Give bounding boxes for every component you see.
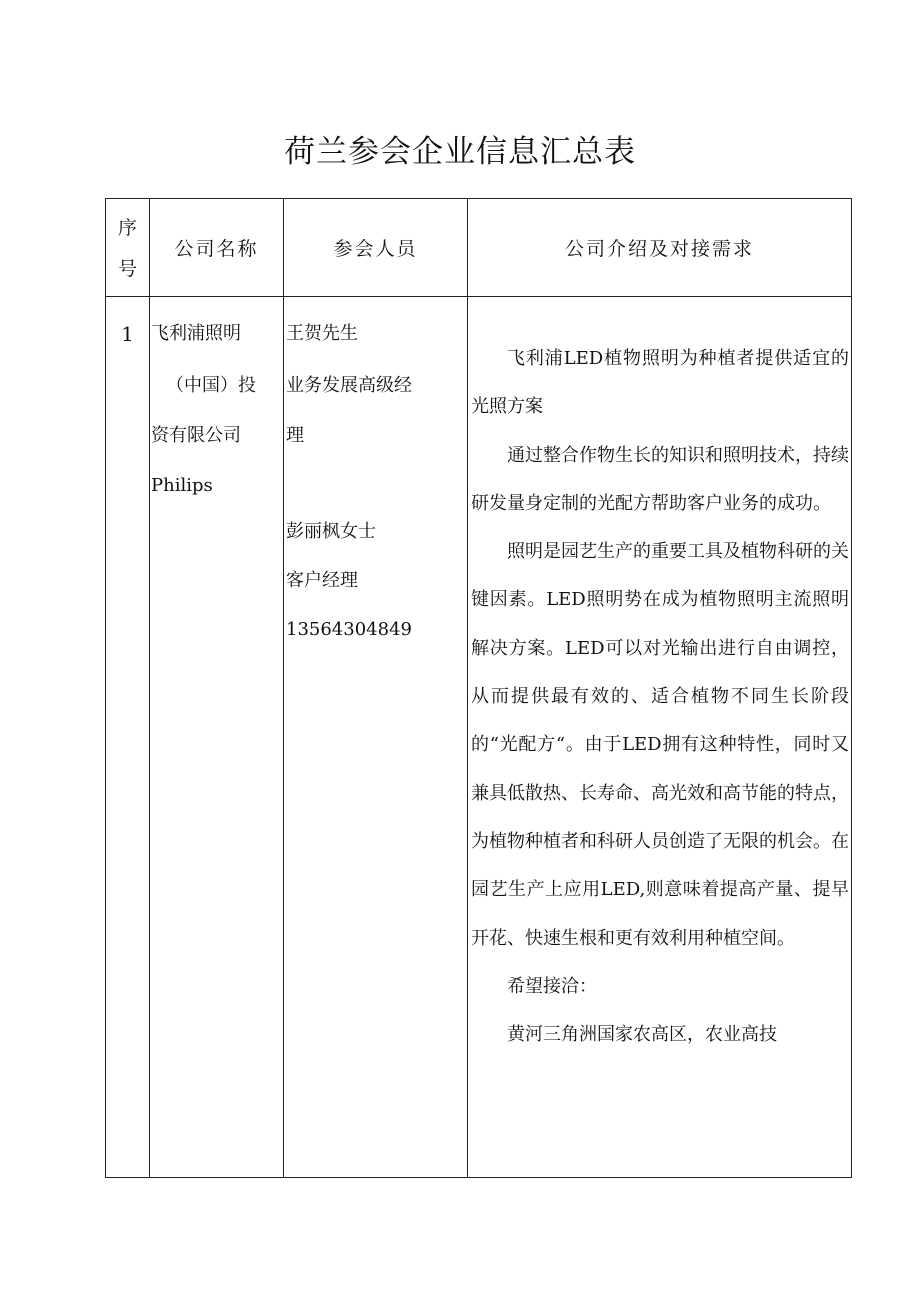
header-seq [106,198,149,296]
intro-paragraph: 照明是园艺生产的重要工具及植物科研的关键因素。LED照明势在成为植物照明主流照明解决方案。LED可以对光输出进行自由调控，从而提供最有效的、适合植物不同生长阶段的“光配方“。由于LED拥有这种特性，同时又兼具低散热、长寿命、高光效和高节能的特点，为植物种植者和科研人员创造了无限的机会。在园艺生产上应用LED,则意味着提高产量、提早开花、快速生根和更有效利用种植空间。 [471,541,849,949]
company-line: 资有限公司 [151,425,241,446]
company-line: 飞利浦照明 [151,323,241,344]
row-seq: 1 [121,322,134,346]
company-line: （中国）投 [166,375,256,396]
attendee-line: 客户经理 [286,570,358,591]
attendee-phone: 13564304849 [286,619,412,640]
intro-paragraph: 希望接洽： [507,975,597,997]
table-border-right [851,198,852,1178]
row-intro [471,335,849,1059]
intro-paragraph: 飞利浦LED植物照明为种植者提供适宜的光照方案 [471,348,849,418]
page-title: 荷兰参会企业信息汇总表 [284,134,636,170]
header-seq-line1: 序 [117,216,137,239]
header-company: 公司名称 [174,237,259,260]
header-seq-line2: 号 [117,258,137,281]
attendee-line: 彭丽枫女士 [286,521,376,542]
column-divider-2 [283,198,284,1178]
intro-paragraph: 通过整合作物生长的知识和照明技术，持续研发量身定制的光配方帮助客户业务的成功。 [471,444,849,514]
header-intro: 公司介绍及对接需求 [564,237,754,260]
header-attendees: 参会人员 [333,237,418,260]
attendee-line: 业务发展高级经 [286,375,412,396]
attendee-line: 理 [286,425,304,446]
column-divider-1 [149,198,150,1178]
company-line: Philips [151,475,213,496]
table-header-divider [105,296,852,297]
intro-paragraph: 黄河三角洲国家农高区，农业高技 [507,1024,777,1046]
table-border-bottom [105,1177,852,1178]
column-divider-3 [467,198,468,1178]
attendee-line: 王贺先生 [286,323,358,344]
